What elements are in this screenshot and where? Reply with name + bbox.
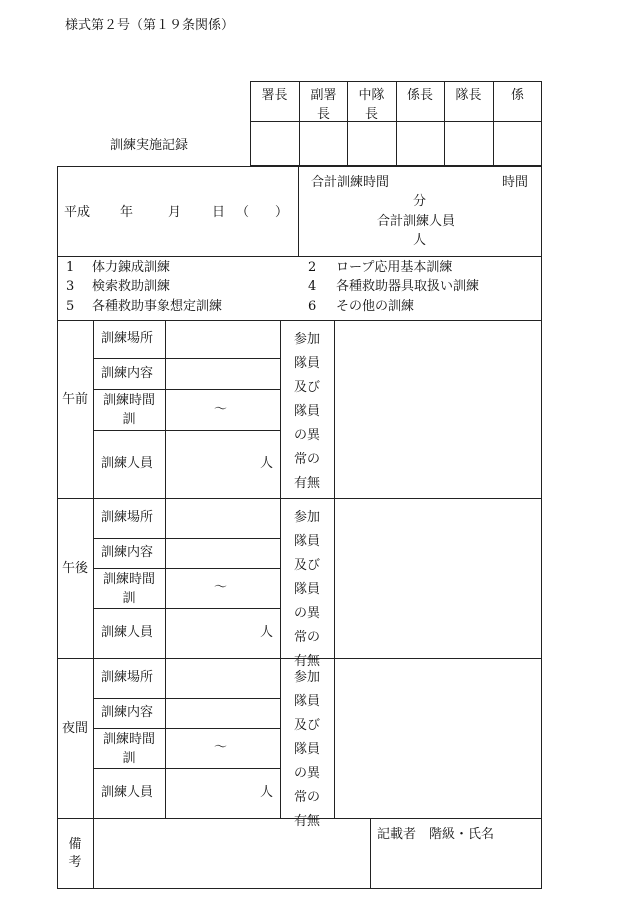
- time-label-text: 訓練時間訓: [102, 572, 155, 606]
- content-label: 訓練内容: [101, 545, 154, 560]
- participants-label-text: 参加隊員及び隊員の異常の有無: [293, 670, 320, 829]
- type-label-5: 各種救助事象想定訓練: [92, 299, 223, 314]
- type-label-2: ロープ応用基本訓練: [336, 260, 453, 275]
- approval-col-company: 中隊長: [358, 88, 385, 122]
- type-label-4: 各種救助器具取扱い訓練: [336, 279, 480, 294]
- session-name: 午後: [61, 561, 88, 576]
- time-tilde: ～: [214, 740, 228, 755]
- people-label: 訓練人員: [101, 625, 154, 640]
- participants-label: [280, 506, 334, 674]
- minutes-unit: 分: [413, 194, 427, 209]
- date-weekday: （ ）: [236, 205, 289, 220]
- participants-label-text: 参加隊員及び隊員の異常の有無: [293, 332, 320, 491]
- hours-unit: 時間: [502, 175, 529, 190]
- total-people-label: 合計訓練人員: [377, 214, 456, 229]
- time-label: [93, 570, 165, 608]
- time-label: [93, 730, 165, 768]
- form-number: 様式第２号（第１９条関係）: [65, 18, 235, 33]
- remarks-label: [57, 836, 93, 872]
- time-tilde: ～: [214, 580, 228, 595]
- people-unit: 人: [260, 785, 274, 800]
- approval-col-captain: 隊長: [455, 88, 482, 103]
- type-num-1: 1: [66, 260, 75, 275]
- people-label: 訓練人員: [101, 785, 154, 800]
- time-label: [93, 391, 165, 429]
- approval-col-staff: 係: [510, 88, 524, 103]
- time-label-text: 訓練時間訓: [102, 393, 155, 427]
- date-year: 年: [120, 205, 134, 220]
- date-month: 月: [168, 205, 182, 220]
- approval-col-deputy: 副署長: [310, 88, 337, 122]
- people-unit: 人: [260, 456, 274, 471]
- time-label-text: 訓練時間訓: [102, 732, 155, 766]
- place-label: 訓練場所: [101, 331, 154, 346]
- type-num-2: 2: [308, 260, 317, 275]
- session-name: 午前: [61, 392, 88, 407]
- content-label: 訓練内容: [101, 365, 154, 381]
- session-name: 夜間: [61, 721, 88, 736]
- form-title: 訓練実施記録: [110, 138, 189, 153]
- recorder-label: 記載者 階級・氏名: [377, 827, 495, 842]
- type-label-6: その他の訓練: [336, 299, 415, 314]
- place-label: 訓練場所: [101, 510, 154, 525]
- type-label-3: 検索救助訓練: [92, 279, 171, 294]
- approval-col-section-chief: 係長: [406, 88, 433, 103]
- type-num-4: 4: [308, 279, 317, 294]
- total-time-label: 合計訓練時間: [311, 175, 390, 190]
- participants-label: [280, 328, 334, 496]
- content-label: 訓練内容: [101, 705, 154, 720]
- people-label: 訓練人員: [101, 456, 154, 471]
- remarks-label-text: 備考: [68, 837, 82, 870]
- type-num-6: 6: [308, 299, 317, 314]
- date-day: 日: [212, 205, 226, 220]
- place-label: 訓練場所: [101, 670, 154, 685]
- participants-label: [280, 666, 334, 834]
- type-label-1: 体力錬成訓練: [92, 260, 171, 275]
- participants-label-text: 参加隊員及び隊員の異常の有無: [293, 510, 320, 669]
- people-unit: 人: [260, 625, 274, 640]
- time-tilde: ～: [214, 401, 228, 417]
- approval-col-chief: 署長: [261, 88, 288, 103]
- people-unit: 人: [413, 233, 427, 248]
- type-num-3: 3: [66, 279, 75, 294]
- date-era: 平成: [64, 205, 91, 220]
- type-num-5: 5: [66, 299, 75, 314]
